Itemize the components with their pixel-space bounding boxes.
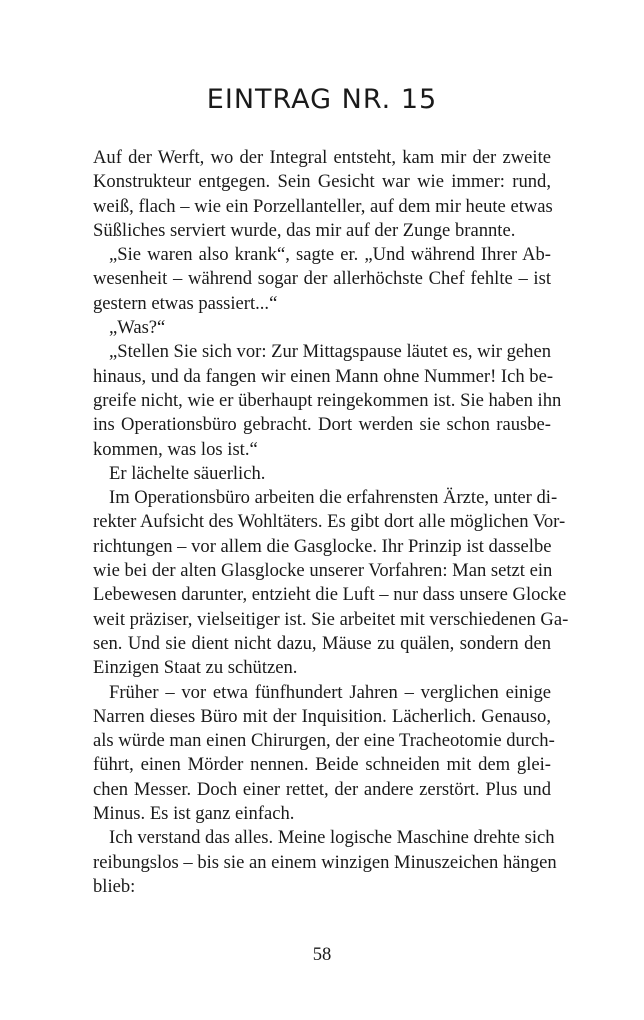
text-line: Narren dieses Büro mit der Inquisition. Lächerlich. Genauso, xyxy=(93,705,551,727)
text-line: kommen, was los ist.“ xyxy=(93,438,258,460)
text-line: blieb: xyxy=(93,875,136,897)
text-line: greife nicht, wie er überhaupt reingekommen ist. Sie haben ihn xyxy=(93,389,562,411)
text-line: Minus. Es ist ganz einfach. xyxy=(93,803,295,825)
text-line: Konstrukteur entgegen. Sein Gesicht war wie immer: rund, xyxy=(93,171,551,193)
text-line: Auf der Werft, wo der Integral entsteht, kam mir der zweite xyxy=(93,147,551,168)
text-line: als würde man einen Chirurgen, der eine Tracheotomie durch- xyxy=(93,730,555,752)
text-line: rekter Aufsicht des Wohltäters. Es gibt dort alle möglichen Vor- xyxy=(93,511,566,533)
text-line: reibungslos – bis sie an einem winzigen Minuszeichen hängen xyxy=(93,851,557,873)
text-line: ins Operationsbüro gebracht. Dort werden sie schon rausbe- xyxy=(93,414,551,436)
chapter-heading: EINTRAG NR. 15 xyxy=(206,84,438,115)
text-line: gestern etwas passiert...“ xyxy=(93,292,278,314)
text-line: wie bei der alten Glasglocke unserer Vorfahren: Man setzt ein xyxy=(93,560,553,582)
text-line: Einzigen Staat zu schützen. xyxy=(93,657,298,679)
text-line: Ich verstand das alles. Meine logische Maschine drehte sich xyxy=(109,827,555,849)
text-line: Lebewesen darunter, entzieht die Luft – nur dass unsere Glocke xyxy=(93,584,567,606)
text-line: sen. Und sie dient nicht dazu, Mäuse zu quälen, sondern den xyxy=(93,632,551,654)
text-line: Früher – vor etwa fünfhundert Jahren – verglichen einige xyxy=(109,681,551,703)
text-line: Er lächelte säuerlich. xyxy=(109,462,266,484)
text-line: führt, einen Mörder nennen. Beide schneiden mit dem glei- xyxy=(93,754,551,776)
text-line: weiß, flach – wie ein Porzellanteller, auf dem mir heute etwas xyxy=(93,195,553,217)
body-text xyxy=(93,146,569,899)
text-line: „Stellen Sie sich vor: Zur Mittagspause läutet es, wir gehen xyxy=(109,341,552,363)
text-line: „Was?“ xyxy=(109,317,166,339)
text-line: hinaus, und da fangen wir einen Mann ohne Nummer! Ich be- xyxy=(93,365,554,387)
text-line: weit präziser, vielseitiger ist. Sie arbeitet mit verschiedenen Ga- xyxy=(93,608,569,630)
text-line: „Sie waren also krank“, sagte er. „Und während Ihrer Ab- xyxy=(109,244,551,266)
text-line: wesenheit – während sogar der allerhöchste Chef fehlte – ist xyxy=(93,268,551,290)
text-line: Im Operationsbüro arbeiten die erfahrensten Ärzte, unter di- xyxy=(109,487,558,509)
text-line: Süßliches serviert wurde, das mir auf der Zunge brannte. xyxy=(93,219,516,241)
page-number: 58 xyxy=(312,944,332,965)
text-line: richtungen – vor allem die Gasglocke. Ihr Prinzip ist dasselbe xyxy=(93,535,552,557)
text-line: chen Messer. Doch einer rettet, der andere zerstört. Plus und xyxy=(93,778,551,800)
